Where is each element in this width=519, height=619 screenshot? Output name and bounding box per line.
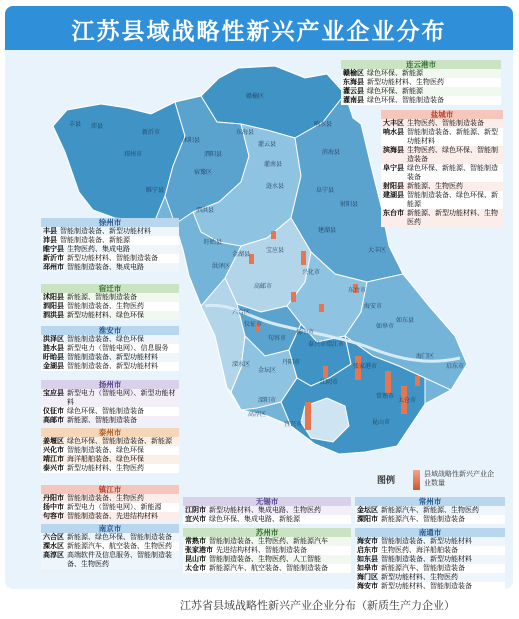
county-label: 海安市 <box>363 303 383 310</box>
county-label: 金湖县 <box>231 251 251 258</box>
panel-header: 南通市 <box>355 528 505 537</box>
county-row <box>41 512 179 521</box>
county-label: 滨海县 <box>321 149 341 156</box>
county-industries: 智能制造装备、集成电路 <box>67 263 144 271</box>
bar <box>291 292 296 302</box>
county-industries: 智能制造装备、新能源 <box>60 236 130 244</box>
county-label: 扬中市 <box>295 329 315 336</box>
county-row <box>341 69 501 78</box>
panel-header: 泰州市 <box>41 428 179 437</box>
panel-header: 连云港市 <box>341 60 501 69</box>
county-industries: 新能源、生物医药 <box>407 182 463 190</box>
county-label: 泗阳县 <box>203 151 223 158</box>
county-name: 昆山市 <box>185 555 206 563</box>
county-row <box>355 582 505 589</box>
county-label: 灌南县 <box>263 161 283 168</box>
county-industries: 绿色环保、智能制造装备、新能源 <box>67 437 172 445</box>
county-row <box>41 362 179 371</box>
county-row <box>41 344 179 353</box>
county-row <box>355 515 505 524</box>
panel-nanjing <box>41 524 179 569</box>
county-industries: 智能制造装备、绿色环保 <box>67 446 144 454</box>
county-industries: 智能制造装备、新型功能材料 <box>67 353 158 361</box>
county-industries: 新能源汽车、智能制造装备 <box>381 564 465 572</box>
county-industries: 新能源、绿色环保、智能制造装备 <box>67 533 172 541</box>
county-industries: 绿色环保、智能制造装备 <box>367 96 444 104</box>
county-industries: 绿色环保、智能制造装备 <box>67 407 144 415</box>
county-industries: 新型功能材料、绿色环保 <box>67 311 144 319</box>
county-label: 大丰区 <box>367 247 387 254</box>
panel-wuxi <box>183 497 351 524</box>
county-industries: 绿色环保、集成电路、新能源 <box>209 515 300 523</box>
panel-header: 盐城市 <box>381 110 503 119</box>
county-name: 灌南县 <box>343 96 364 104</box>
county-label: 靖江市 <box>325 341 345 348</box>
county-industries: 生物医药、海洋船舶装备 <box>381 546 458 554</box>
county-name: 泰兴市 <box>43 464 64 472</box>
county-name: 姜堰区 <box>43 437 64 445</box>
panel-header: 淮安市 <box>41 326 179 335</box>
county-label: 射阳县 <box>339 201 359 208</box>
county-label: 如东县 <box>395 317 415 324</box>
county-label: 六合区 <box>231 309 251 316</box>
county-row <box>341 96 501 105</box>
county-industries: 新型电力（智能电网）、信息服务 <box>67 344 169 352</box>
county-label: 东台市 <box>347 287 367 294</box>
county-industries: 智能制造装备、绿色环保 <box>67 335 144 343</box>
bar <box>385 371 391 393</box>
county-name: 溧阳市 <box>357 515 378 523</box>
county-industries: 生物医药、智能制造装备 <box>407 119 484 127</box>
county-industries: 高端软件及信息服务、智能制造装备、生物医药 <box>67 551 172 568</box>
county-industries: 绿色环保、新能源、智能制造装备 <box>407 164 498 181</box>
county-industries: 智能制造装备、新型功能材料 <box>60 227 151 235</box>
county-row <box>41 236 179 245</box>
bar <box>323 366 328 378</box>
county-industries: 新型电力（智能电网）、新型功能材料 <box>67 389 176 406</box>
county-industries: 智能制造装备、生物医药、人工智能 <box>209 555 321 563</box>
county-name: 射阳县 <box>383 182 404 190</box>
county-name: 兴化市 <box>43 446 64 454</box>
county-row <box>341 78 501 87</box>
county-name: 启东市 <box>357 546 378 554</box>
county-industries: 新型电力（智能电网）、新能源 <box>67 503 162 511</box>
county-name: 江阴市 <box>185 506 206 514</box>
map-title: 江苏县域战略性新兴产业企业分布 <box>71 19 447 45</box>
county-label: 宜兴市 <box>283 421 303 428</box>
panel-zhenjiang <box>41 485 179 521</box>
county-name: 太仓市 <box>185 564 206 572</box>
county-industries: 生物医药、绿色环保、智能制造装备 <box>407 146 498 163</box>
legend <box>377 468 497 494</box>
caption: 江苏省县域战略性新兴产业企业分布（新质生产力企业） <box>180 599 455 612</box>
county-industries: 新能源汽车、航空装备、智能制造装备 <box>209 564 328 572</box>
county-row <box>41 437 179 446</box>
county-name: 响水县 <box>383 128 404 136</box>
county-industries: 智能制造装备、生物医药 <box>67 302 144 310</box>
panel-lianyungang <box>341 60 501 105</box>
county-label: 溧水区 <box>231 361 251 368</box>
county-row <box>41 311 179 320</box>
county-label: 睢宁县 <box>145 187 165 194</box>
county-name: 张家港市 <box>185 546 213 554</box>
county-row <box>183 515 351 524</box>
county-industries: 智能制造装备、先进结构材料 <box>67 512 158 520</box>
map-frame <box>5 6 513 589</box>
county-name: 沛县 <box>43 236 57 244</box>
county-name: 丹阳市 <box>43 494 64 502</box>
county-row <box>355 506 505 515</box>
county-row <box>341 87 501 96</box>
county-industries: 新型功能材料、生物医药 <box>381 573 458 581</box>
county-industries: 新型功能材料、智能制造装备 <box>67 254 158 262</box>
county-label: 如皋市 <box>375 323 395 330</box>
bar <box>319 304 324 312</box>
county-row <box>41 503 179 512</box>
county-label: 宿豫区 <box>193 169 213 176</box>
county-label: 沭阳县 <box>181 137 201 144</box>
county-name: 阜宁县 <box>383 164 404 172</box>
county-name: 灌云县 <box>343 87 364 95</box>
county-name: 涟水县 <box>43 344 64 352</box>
county-row <box>41 254 179 263</box>
county-name: 海安市 <box>357 582 378 589</box>
county-name: 泗洪县 <box>43 311 64 319</box>
panel-header: 南京市 <box>41 524 179 533</box>
county-name: 如东县 <box>357 555 378 563</box>
panel-yangzhou <box>41 380 179 425</box>
county-name: 如皋市 <box>357 564 378 572</box>
county-row <box>41 542 179 551</box>
county-name: 盱眙县 <box>43 353 64 361</box>
county-label: 沛县 <box>90 123 104 130</box>
county-row <box>381 119 503 128</box>
county-row <box>183 537 351 546</box>
county-row <box>381 182 503 191</box>
county-row <box>41 533 179 542</box>
county-row <box>41 263 179 272</box>
county-industries: 新能源、新型功能材料、生物医药 <box>407 209 498 226</box>
county-name: 海门区 <box>357 573 378 581</box>
panel-header: 常州市 <box>355 497 505 506</box>
county-name: 靖江市 <box>43 455 64 463</box>
county-row <box>41 407 179 416</box>
county-name: 邳州市 <box>43 263 64 271</box>
county-row <box>381 209 503 227</box>
county-row <box>41 302 179 311</box>
county-row <box>41 353 179 362</box>
county-name: 高邮市 <box>43 416 64 424</box>
county-row <box>381 164 503 182</box>
panel-suqian <box>41 284 179 320</box>
county-row <box>355 537 505 546</box>
county-industries: 先进结构材料、智能制造装备 <box>216 546 307 554</box>
county-label: 赣榆区 <box>245 93 265 100</box>
county-name: 东台市 <box>383 209 404 217</box>
county-label: 邳州市 <box>123 151 143 158</box>
county-label: 东海县 <box>235 129 255 136</box>
county-row <box>41 293 179 302</box>
county-label: 新沂市 <box>141 129 161 136</box>
county-name: 建湖县 <box>383 191 404 199</box>
county-industries: 海洋船舶装备、绿色环保 <box>67 455 144 463</box>
county-row <box>41 416 179 425</box>
county-label: 涟水县 <box>265 183 285 190</box>
county-row <box>183 564 351 573</box>
panel-nantong <box>355 528 505 589</box>
county-name: 沭阳县 <box>43 293 64 301</box>
panel-suzhou <box>183 528 351 573</box>
bar <box>271 231 276 239</box>
panel-header: 镇江市 <box>41 485 179 494</box>
county-row <box>41 227 179 236</box>
county-row <box>381 191 503 209</box>
county-name: 仪征市 <box>43 407 64 415</box>
county-row <box>183 546 351 555</box>
legend-description: 县域战略性新兴产业企业数量 <box>424 470 494 487</box>
county-row <box>41 335 179 344</box>
county-label: 盱眙县 <box>203 239 223 246</box>
county-industries: 新能源汽车、新能源、生物医药 <box>381 506 479 514</box>
county-label: 洪泽区 <box>211 263 231 270</box>
bar <box>305 402 311 430</box>
panel-taizhou <box>41 428 179 473</box>
county-row <box>183 506 351 515</box>
bar <box>301 251 306 265</box>
county-label: 常熟市 <box>375 393 395 400</box>
county-label: 丹阳市 <box>281 359 301 366</box>
county-industries: 智能制造装备、绿色环保、新能源 <box>407 191 498 208</box>
county-name: 宝应县 <box>43 389 64 397</box>
legend-title: 图例 <box>377 476 396 486</box>
county-name: 丰县 <box>43 227 57 235</box>
county-label: 响水县 <box>313 121 333 128</box>
county-label: 建湖县 <box>317 227 337 234</box>
county-label: 泗洪县 <box>195 207 215 214</box>
county-label: 句容市 <box>267 335 287 342</box>
county-row <box>41 494 179 503</box>
panel-header: 扬州市 <box>41 380 179 389</box>
county-industries: 新能源汽车、智能制造装备 <box>381 515 465 523</box>
county-name: 海安市 <box>357 537 378 545</box>
county-row <box>183 555 351 564</box>
county-row <box>41 455 179 464</box>
panel-header: 苏州市 <box>183 528 351 537</box>
panel-header: 宿迁市 <box>41 284 179 293</box>
county-row <box>355 573 505 582</box>
county-industries: 智能制造装备、生物医药 <box>67 494 144 502</box>
county-label: 昆山市 <box>371 419 391 426</box>
county-label: 宝应县 <box>265 247 285 254</box>
county-name: 泗阳县 <box>43 302 64 310</box>
county-industries: 智能制造装备、新型功能材料 <box>381 537 472 545</box>
county-name: 扬中市 <box>43 503 64 511</box>
county-row <box>41 464 179 473</box>
county-industries: 新型功能材料、生物医药 <box>67 464 144 472</box>
county-industries: 智能制造装备、新型功能材料 <box>67 362 158 370</box>
county-row <box>381 146 503 164</box>
county-name: 溧水区 <box>43 542 64 550</box>
county-label: 海门区 <box>415 353 435 360</box>
county-name: 新沂市 <box>43 254 64 262</box>
county-name: 金坛区 <box>357 506 378 514</box>
county-label: 江阴市 <box>319 379 339 386</box>
county-name: 大丰区 <box>383 119 404 127</box>
county-industries: 新能源、智能制造装备 <box>67 416 137 424</box>
county-row <box>41 446 179 455</box>
county-row <box>41 389 179 407</box>
county-name: 高淳区 <box>43 551 64 559</box>
county-label: 泰兴市 <box>307 341 327 348</box>
county-industries: 新型功能材料、集成电路、生物医药 <box>209 506 321 514</box>
panel-changzhou <box>355 497 505 524</box>
county-row <box>355 546 505 555</box>
county-label: 兴化市 <box>301 269 321 276</box>
county-name: 宜兴市 <box>185 515 206 523</box>
county-name: 金湖县 <box>43 362 64 370</box>
county-industries: 新型功能材料、生物医药 <box>367 78 444 86</box>
county-name: 句容市 <box>43 512 64 520</box>
county-label: 太仓市 <box>397 397 417 404</box>
county-industries: 新型功能材料、智能制造装备 <box>381 582 472 589</box>
county-name: 洪泽区 <box>43 335 64 343</box>
panel-yancheng <box>381 110 503 227</box>
county-industries: 新能源汽车、航空装备、生物医药 <box>67 542 172 550</box>
county-row <box>41 551 179 569</box>
bar <box>415 376 420 386</box>
county-name: 东海县 <box>343 78 364 86</box>
county-label: 仪征市 <box>243 321 263 328</box>
county-industries: 新能源、智能制造装备 <box>67 293 137 301</box>
county-industries: 智能制造装备、新型功能材料 <box>381 555 472 563</box>
county-industries: 生物医药、集成电路 <box>67 245 130 253</box>
county-label: 启东市 <box>445 363 465 370</box>
county-industries: 智能制造装备、新能源、新型功能材料 <box>407 128 498 145</box>
panel-xuzhou <box>41 218 179 272</box>
county-row <box>355 555 505 564</box>
county-name: 睢宁县 <box>43 245 64 253</box>
panel-header: 徐州市 <box>41 218 179 227</box>
panel-huaian <box>41 326 179 371</box>
county-label: 丰县 <box>68 121 82 128</box>
county-label: 高邮市 <box>253 283 273 290</box>
county-label: 阜宁县 <box>315 187 335 194</box>
panel-header: 无锡市 <box>183 497 351 506</box>
county-label: 张家港市 <box>352 363 378 370</box>
county-industries: 绿色环保、新能源 <box>367 69 423 77</box>
county-name: 六合区 <box>43 533 64 541</box>
county-label: 高淳区 <box>247 411 267 418</box>
county-label: 灌云县 <box>257 141 277 148</box>
legend-bar-swatch <box>413 470 420 490</box>
county-label: 金坛区 <box>257 367 277 374</box>
county-name: 常熟市 <box>185 537 206 545</box>
county-industries: 绿色环保、新能源 <box>367 87 423 95</box>
county-row <box>355 564 505 573</box>
county-industries: 智能制造装备、生物医药、新能源汽车 <box>209 537 328 545</box>
county-name: 赣榆区 <box>343 69 364 77</box>
county-name: 滨海县 <box>383 146 404 154</box>
county-row <box>41 245 179 254</box>
county-row <box>381 128 503 146</box>
county-label: 溧阳市 <box>257 397 277 404</box>
